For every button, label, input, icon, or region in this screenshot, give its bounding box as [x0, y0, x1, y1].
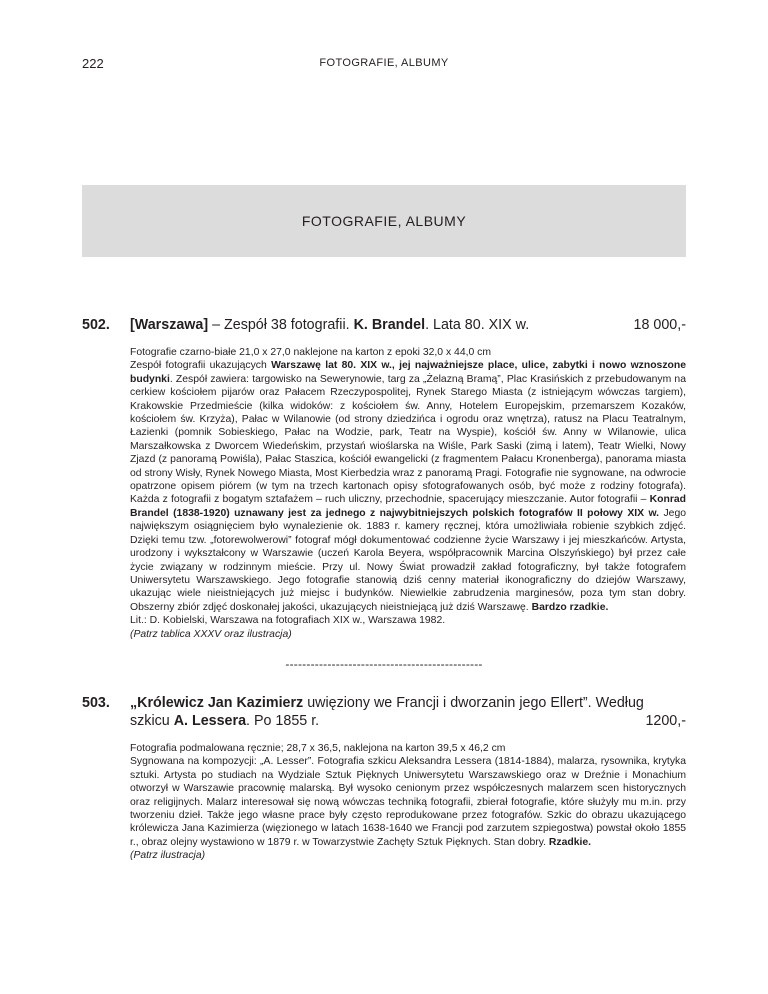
lot-503-artist: A. Lessera [173, 713, 247, 729]
lot-503-number: 503. [82, 695, 110, 711]
lot-separator: ----------------------------------------------- [285, 657, 483, 671]
lot-502-price: 18 000,- [633, 317, 686, 333]
lot-502-date: . Lata 80. XIX w. [425, 317, 530, 333]
lot-502-physical: Fotografie czarno-białe 21,0 x 27,0 naklejone na karton z epoki 32,0 x 44,0 cm [130, 347, 492, 358]
lot-503-physical: Fotografia podmalowana ręcznie; 28,7 x 36,5, naklejona na karton 39,5 x 46,2 cm [130, 743, 506, 754]
lot-502-title-text: – Zespół 38 fotografii. [208, 317, 354, 333]
lot-502-photographer: K. Brandel [353, 317, 426, 333]
lot-502-heading [82, 316, 686, 334]
page-number: 222 [82, 56, 104, 71]
lot-502 [82, 316, 686, 641]
section-title: FOTOGRAFIE, ALBUMY [301, 213, 467, 229]
lot-502-text: Zespół fotografii ukazujących Warszawę lat 80. XIX w., jej najważniejsze place, ulice, zabytki i nowo wznoszone budynki. Zespół zawiera: targowisko na Sewerynowie, targ za „Żelazną Bramą”, Plac Krasińskich z przebudowanym na cerkiew kościołem pijarów oraz Pałacem Rzeczypospolitej, Rynek Starego Miasta (z istniejącym wówczas targiem), Krakowskie Przedmieście (kilka widoków: z kościołem św. Anny, Hotelem Europejskim, przemarszem Kozaków, kościołem św. Krzyża), Pałac w Wilanowie (od strony dziedzińca i ogrodu oraz wnętrza), ratusz na Placu Teatralnym, Łazienki (pomnik Sobieskiego, Pałac na Wodzie, park, Teatr na Wyspie), kościół św. Anny w Wilanowie, ulica Marszałkowska z Dworcem Wiedeńskim, przystań wioślarska na Wiśle, Park Saski (zimą i latem), Teatr Wielki, Nowy Zjazd (z panoramą Powiśla), Pałac Staszica, kościół ewangelicki (z fragmentem Pałacu Kronenberga), panorama miasta od strony Wisły, Rynek Nowego Miasta, Most Kierbedzia wraz z panoramą Pragi. Fotografie nie sygnowane, na odwrocie opatrzone opisem piórem (w tym na trzech kartonach opisy sfotografowanych osób, być może z rodziny fotografa). Każda z fotografii z bogatym sztafażem – ruch uliczny, przechodnie, spacerujący mieszczanie. Autor fotografii – Konrad Brandel (1838-1920) uznawany jest za jednego z najwybitniejszych polskich fotografów II połowy XIX w. Jego największym osiągnięciem było wynalezienie ok. 1883 r. kamery ręcznej, która umożliwiała robienie szybkich zdjęć. Dzięki temu tzw. „fotorewolwerowi” fotograf mógł dokumentować codzienne życie Warszawy i jej mieszkańców. Artysta, urodzony i wykształcony w Warszawie (uczeń Karola Beyera, współpracownik Marcina Olszyńskiego) był przez całe życie związany w rodzinnym mieście. Przy ul. Nowy Świat prowadził zakład fotograficzny, był także fotografem Uniwersytetu Warszawskiego. Jego fotografie stanowią dziś cenny materiał ikonograficzny do dziejów Warszawy, ukazując wiele nieistniejących już miejsc i budynków. Niewielkie zabrudzenia marginesów, poza tym stan dobry. Obszerny zbiór zdjęć doskonałej jakości, ukazujących nieistniejącą już dziś Warszawę. Bardzo rzadkie. [130, 360, 687, 613]
lot-502-reference: (Patrz tablica XXXV oraz ilustracja) [130, 628, 292, 640]
lot-502-number: 502. [82, 317, 110, 333]
lot-502-literature: Lit.: D. Kobielski, Warszawa na fotografiach XIX w., Warszawa 1982. [130, 615, 446, 627]
lot-502-description [82, 346, 686, 641]
running-title: FOTOGRAFIE, ALBUMY [319, 57, 449, 69]
lot-503-text: Sygnowana na kompozycji: „A. Lesser”. Fotografia szkicu Aleksandra Lessera (1814-1884), malarza, rysownika, krytyka sztuki. Artysta po studiach na Wydziale Sztuk Pięknych Uniwersytetu Warszawskiego oraz w Dreźnie i Monachium otworzył w Warszawie pracownię malarską. Był wysoko cenionym przez współczesnych malarzem scen historycznych oraz religijnych. Malarz interesował się nową wówczas techniką fotografii, zbierał fotografie, które służyły mu m.in. przy tworzeniu dzieł. Także jego własne prace były często reprodukowane przez fotografów. Szkic do obrazu ukazującego królewicza Jana Kazimierza (więzionego w latach 1638-1640 we Francji pod zarzutem szpiegostwa) powstał około 1855 r., obraz olejny wystawiono w 1879 r. w Towarzystwie Zachęty Sztuk Pięknych. Stan dobry. Rzadkie. [130, 756, 686, 848]
lot-503-date: . Po 1855 r. [246, 713, 320, 729]
section-banner [82, 185, 686, 257]
lot-503-reference: (Patrz ilustracja) [130, 850, 206, 862]
lot-502-title-place: [Warszawa] [130, 317, 209, 333]
lot-503-title-text: uwięziony we Francji i dworzanin jego Ellert”. Według szkicu [130, 695, 644, 729]
lot-503-title-subject: „Królewicz Jan Kazimierz [130, 695, 304, 711]
lot-503-heading [82, 694, 686, 730]
lot-503-description [82, 742, 686, 863]
lot-503 [82, 694, 686, 863]
lot-503-price: 1200,- [645, 713, 686, 729]
